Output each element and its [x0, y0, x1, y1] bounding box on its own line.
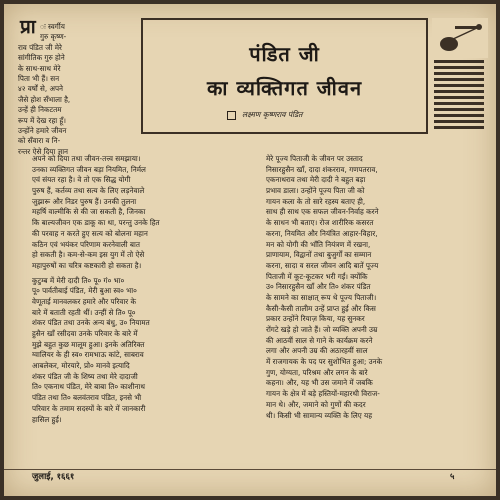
intro-line: राव पंडित जी मेरे [18, 42, 62, 52]
text-line: निसारहुसैन खाँ, दादा शंकरराव, गणपतराव, [266, 164, 378, 174]
text-line: बारे में बताती रहती थीं। उन्हीं से ति० पू० [32, 307, 136, 317]
text-line: प्रकार उन्होंने रियाज़ किया, यह सुनकर [266, 314, 365, 324]
intro-line: उन्हें ही निकटतम [18, 105, 62, 115]
intro-line: जैसे होश सँभाला है, [18, 94, 71, 104]
text-line: जुझारू और निडर पुरुष हैं। उनकी तुलना [32, 196, 137, 206]
intro-line: रूप में देख रहा हूँ। [18, 115, 66, 125]
text-line: एवं संयत रहा है। वे तो एक सिद्ध योगी [32, 175, 131, 185]
left-column [32, 154, 254, 425]
text-line: वेणूताई मानवलकर हमारे और परिवार के [32, 296, 136, 306]
text-line: अपने को दिया तथा जीवन-तत्त्व समझाया। [32, 154, 141, 163]
intro-line: ४२ वर्षों से, अपने [18, 84, 64, 94]
text-line: की आठवीं साल से गाने के कार्यक्रम करने [266, 335, 373, 345]
text-line: आबलेकर, मोरयारे, प्रो० मानवे इत्यादि [32, 361, 130, 371]
text-line: पिताजी में कूट-कूटकर भरी गईं। क्योंकि [266, 271, 368, 281]
square-bullet-icon [227, 111, 236, 120]
text-line: साथ ही साथ एक सफल जीवन-निर्वाह करने [266, 207, 379, 217]
intro-line: पिता भी हैं। सन [18, 73, 60, 83]
article-title-line2: का व्यक्तिगत जीवन [206, 76, 363, 100]
text-line: मान थे। और, जमाने को गुणों की कदर [266, 399, 366, 409]
page-number: ५ [450, 472, 455, 482]
text-line: प्राणायाम, विद्वानों तथा बुजुर्गों का सम्मान [266, 250, 372, 260]
author-name: लक्ष्मण कृष्णराव पंडित [242, 110, 303, 119]
text-line: रोंगटे खड़े हो जाते हैं। जो व्यक्ति अपनी उम्र [266, 325, 378, 334]
text-line: एकनाथराव तथा मेरी दादी ने बहुत बड़ा [266, 175, 366, 185]
text-line: महापुरुषों का चरित्र कष्टकारी हो सकता है। [32, 260, 142, 270]
text-line: मेरे पूज्य पिताजी के जीवन पर उस्ताद [266, 154, 363, 163]
article-title-line1: पंडित जी [249, 42, 320, 66]
intro-line: उन्होंने हमारे जीवन [18, 125, 67, 135]
intro-column [18, 22, 140, 157]
text-line: हो सकती है। कम-से-कम इस युग में तो ऐसे [32, 250, 145, 260]
text-line: महर्षि वाल्मीकि से की जा सकती है, जिनका [32, 207, 146, 217]
text-line: पू० पार्वतीबाई पंडित, मेरी बुआ स्व० भा० [32, 286, 137, 296]
text-line: लगा और अपनी उम्र की अठारहवीं साल [266, 346, 368, 356]
text-line: कि बाल्यजीवन एक डाकू का था, परन्तु उनके हित [32, 218, 160, 228]
text-line: की परवाह न करते हुए सत्य को बोलना महान [32, 228, 148, 238]
text-line: गायन कला के तो सारे रहस्य बताए ही, [266, 196, 366, 206]
text-line: प्रभाव डाला। उन्होंने पूज्य पिता जी को [266, 186, 365, 196]
drop-cap: प्रा [20, 16, 36, 38]
intro-line: के साथ-साथ मेरे [18, 63, 61, 73]
text-line: मुझे बहुत कुछ मालूम हुआ। इनके अतिरिक्त [32, 339, 145, 349]
text-line: थी। किसी भी सामान्य व्यक्ति के लिए यह [266, 410, 373, 420]
text-line: करना, नियमित और नियंत्रित आहार-विहार, [266, 228, 378, 238]
text-line: के सामने का साक्षात् रूप थे पूज्य पिताजी। [266, 292, 377, 302]
text-line: कठिन एवं भयंकर परिणाम करनेवाली बात [32, 239, 140, 249]
text-line: गायन के क्षेत्र में बड़े हस्तियों-महारथी विराज- [266, 389, 380, 399]
text-line: उनका व्यक्तिगत जीवन बड़ा नियमित, निर्मल [32, 164, 146, 174]
text-line: मन को योगी की भाँति नियंत्रण में रखना, [266, 239, 371, 249]
title-box [141, 18, 428, 134]
magazine-page [4, 4, 496, 496]
text-line: हुसैन खाँ रसीदवा उनके परिवार के बारे में [32, 329, 138, 338]
text-line: गुण, योग्यता, परिश्रम और लगन के बारे [266, 367, 368, 377]
text-line: ति० एकनाथ पंडित, मेरे बाबा ति० काशीनाथ [32, 382, 145, 392]
text-line: में राजगायक के पद पर सुशोभित हुआ; उनके [266, 357, 383, 367]
intro-line: को सँवारा व नि- [18, 136, 61, 146]
text-line: शंकर पंडित जी के शिष्य तथा मेरे दादाजी [32, 371, 138, 381]
intro-line: सांगीतिक गुरु होने [18, 53, 65, 63]
text-line: शंकर पंडित तथा उनके अन्य बंधु, उ० नियामत [32, 318, 150, 328]
text-line: ग्वालियर के ही स्व० रामभाऊ कांटे, साबराव [32, 350, 144, 360]
text-line: पंडित तथा ति० बलवंतराव पंडित, इनसे भी [32, 393, 142, 403]
intro-line: गुरु कृष्ण- [40, 32, 67, 42]
issue-date: जुलाई, १६६१ [32, 472, 75, 482]
text-line: के साधन भी बताए। रोज शारीरिक कसरत [266, 218, 374, 228]
intro-line: रन्तर ऐसे दिया ज्ञान [18, 146, 69, 156]
text-line: हासिल हुई। [32, 414, 62, 424]
text-line: उ० निसारहुसैन खाँ और ति० शंकर पंडित [266, 282, 371, 292]
text-line: करना, सादा व सरल जीवन आदि बातें पूज्य [266, 260, 379, 270]
musical-instrument-icon [432, 18, 488, 58]
page-footer [4, 469, 496, 486]
intro-line: ः स्वर्गीय [40, 22, 65, 31]
text-line: कैसी-कैसी तालीम उन्हें प्राप्त हुई और किस [266, 303, 376, 313]
text-line: कुटुम्ब में मेरी दादी ति० पू० गं० भा० [32, 275, 125, 285]
text-line: परिवार के तमाम सदस्यों के बारे में जानकारी [32, 403, 146, 413]
byline [227, 110, 302, 120]
right-column [266, 154, 488, 421]
text-line: कहना। और, यह भी उस जमाने में जबकि [266, 378, 373, 388]
text-line: पुरुष हैं, कर्तव्य तथा सत्य के लिए लड़नेवाले [32, 186, 145, 196]
